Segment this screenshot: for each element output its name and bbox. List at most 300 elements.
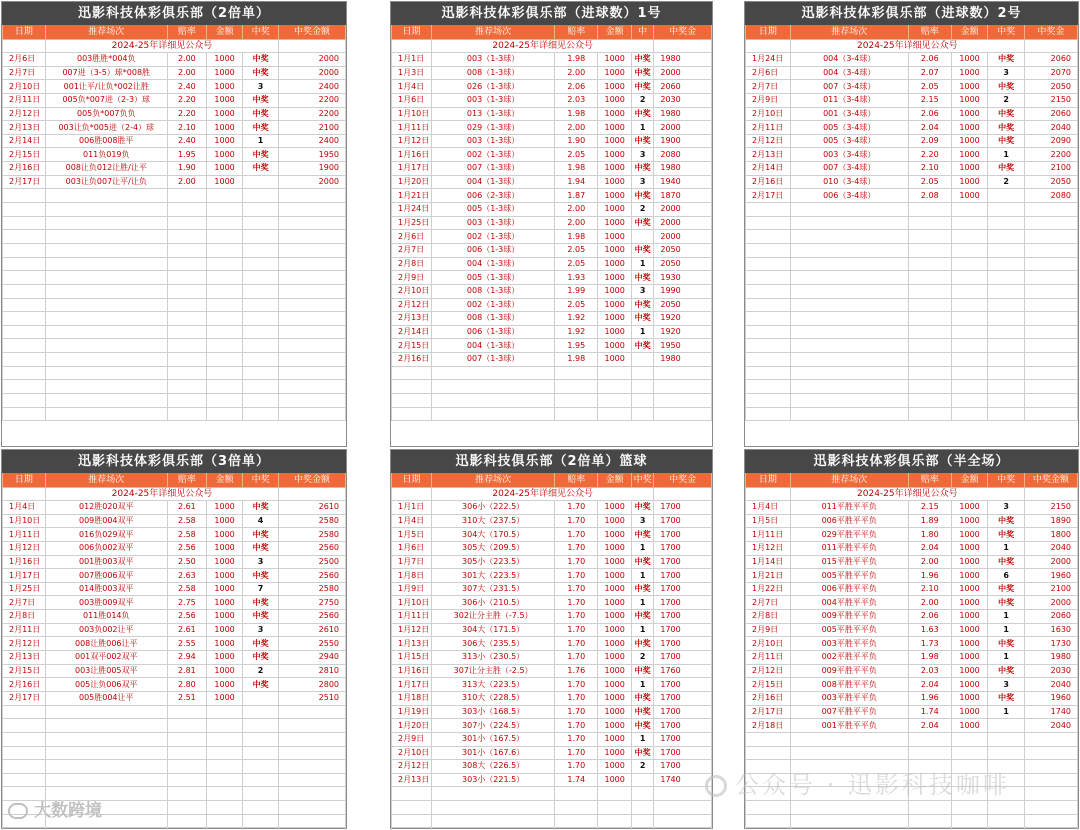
date-cell: 2月6日	[3, 53, 46, 67]
odds-cell: 1.70	[555, 746, 598, 760]
payout-cell: 1980	[654, 107, 712, 121]
empty-cell	[279, 189, 346, 203]
odds-cell: 1.70	[555, 637, 598, 651]
empty-cell	[790, 339, 908, 353]
odds-cell: 2.07	[908, 66, 951, 80]
stake-cell: 1000	[951, 719, 988, 733]
empty-cell	[392, 787, 432, 801]
date-cell: 1月5日	[392, 528, 432, 542]
stake-cell: 1000	[207, 148, 243, 162]
odds-cell: 2.05	[908, 80, 951, 94]
odds-cell: 2.58	[167, 528, 206, 542]
empty-cell	[167, 298, 206, 312]
payout-cell: 2060	[1024, 610, 1077, 624]
empty-cell	[279, 719, 346, 733]
payout-cell: 2080	[654, 148, 712, 162]
odds-cell: 2.50	[167, 555, 206, 569]
result-cell: 中奖	[243, 596, 279, 610]
result-cell: 中奖	[631, 746, 653, 760]
column-header-row	[3, 25, 346, 40]
table-row	[746, 610, 1078, 624]
stake-cell: 1000	[951, 53, 988, 67]
pick-cell: 009平胜平平负	[790, 664, 908, 678]
date-cell: 1月16日	[392, 148, 432, 162]
empty-cell	[631, 407, 653, 421]
pick-cell: 004平胜平平负	[790, 596, 908, 610]
stake-cell: 1000	[207, 162, 243, 176]
payout-cell: 1630	[1024, 623, 1077, 637]
table-row	[3, 175, 346, 189]
date-cell: 1月9日	[392, 582, 432, 596]
result-cell: 中奖	[631, 162, 653, 176]
stake-cell: 1000	[207, 555, 243, 569]
table-row	[392, 637, 712, 651]
column-header: 中奖	[243, 473, 279, 488]
table-row	[3, 637, 346, 651]
pick-cell: 011（3-4球）	[790, 93, 908, 107]
pick-cell: 011平胜平平负	[790, 501, 908, 515]
date-cell: 2月10日	[3, 80, 46, 94]
column-header: 推荐场次	[790, 25, 908, 40]
payout-cell: 2610	[279, 501, 346, 515]
pick-cell: 005（1-3球）	[432, 271, 555, 285]
date-cell: 1月19日	[392, 705, 432, 719]
stake-cell: 1000	[207, 691, 243, 705]
date-cell: 1月17日	[3, 569, 46, 583]
date-cell: 2月9日	[746, 623, 791, 637]
result-cell: 中奖	[631, 53, 653, 67]
table-row	[746, 719, 1078, 733]
stake-cell: 1000	[207, 664, 243, 678]
empty-cell	[243, 189, 279, 203]
table-row	[746, 66, 1078, 80]
empty-cell	[243, 325, 279, 339]
date-cell: 1月12日	[746, 541, 791, 555]
empty-cell	[988, 243, 1025, 257]
empty-cell	[988, 284, 1025, 298]
empty-cell	[243, 814, 279, 828]
column-header: 赔率	[908, 25, 951, 40]
empty-cell	[951, 271, 988, 285]
empty-cell	[951, 366, 988, 380]
odds-cell: 2.15	[908, 501, 951, 515]
empty-cell	[243, 216, 279, 230]
empty-cell	[45, 732, 167, 746]
date-cell: 1月11日	[392, 610, 432, 624]
panel-title-row	[3, 451, 346, 473]
empty-cell	[3, 312, 46, 326]
payout-cell: 2000	[654, 230, 712, 244]
date-cell: 2月14日	[392, 325, 432, 339]
date-cell: 2月16日	[746, 175, 791, 189]
pick-cell: 304大（171.5）	[432, 623, 555, 637]
result-cell: 1	[988, 541, 1025, 555]
date-cell: 1月24日	[392, 203, 432, 217]
empty-cell	[243, 257, 279, 271]
odds-cell: 1.89	[908, 514, 951, 528]
date-cell: 2月7日	[3, 66, 46, 80]
stake-cell: 1000	[951, 623, 988, 637]
stake-cell: 1000	[207, 610, 243, 624]
column-header-row	[392, 473, 712, 488]
date-cell: 2月7日	[746, 80, 791, 94]
stake-cell: 1000	[207, 569, 243, 583]
table-row	[3, 773, 346, 787]
result-table	[745, 2, 1078, 421]
table-row	[746, 162, 1078, 176]
date-cell: 2月18日	[746, 719, 791, 733]
stake-cell: 1000	[598, 312, 632, 326]
empty-cell	[167, 189, 206, 203]
result-cell: 中奖	[243, 121, 279, 135]
pick-cell: 303小（221.5）	[432, 773, 555, 787]
stake-cell: 1000	[951, 555, 988, 569]
pick-cell: 306小（210.5）	[432, 596, 555, 610]
table-row	[3, 339, 346, 353]
odds-cell: 1.95	[167, 148, 206, 162]
table-row	[3, 407, 346, 421]
date-cell: 2月10日	[746, 637, 791, 651]
notice-pad-right	[654, 488, 712, 501]
payout-cell: 2400	[279, 134, 346, 148]
empty-cell	[243, 719, 279, 733]
odds-cell: 1.70	[555, 582, 598, 596]
result-cell: 中奖	[631, 719, 653, 733]
empty-cell	[279, 746, 346, 760]
stake-cell: 1000	[598, 66, 632, 80]
column-header-row	[3, 473, 346, 488]
odds-cell: 2.05	[555, 298, 598, 312]
stake-cell: 1000	[598, 243, 632, 257]
table-row	[746, 732, 1078, 746]
table-row	[3, 121, 346, 135]
column-header: 赔率	[555, 25, 598, 40]
table-row	[392, 691, 712, 705]
odds-cell: 2.05	[555, 148, 598, 162]
empty-cell	[279, 380, 346, 394]
table-row	[392, 148, 712, 162]
result-cell: 中奖	[988, 107, 1025, 121]
stake-cell: 1000	[951, 121, 988, 135]
odds-cell: 1.98	[555, 162, 598, 176]
odds-cell: 1.70	[555, 569, 598, 583]
stake-cell: 1000	[951, 134, 988, 148]
table-row	[392, 230, 712, 244]
date-cell: 1月12日	[392, 134, 432, 148]
odds-cell: 1.70	[555, 623, 598, 637]
payout-cell: 1700	[654, 555, 712, 569]
pick-cell: 005平胜平平负	[790, 623, 908, 637]
odds-cell: 2.05	[555, 243, 598, 257]
empty-cell	[243, 760, 279, 774]
table-row	[392, 366, 712, 380]
date-cell: 1月15日	[392, 651, 432, 665]
table-row	[392, 801, 712, 815]
pick-cell: 001平胜平平负	[790, 719, 908, 733]
table-row	[3, 53, 346, 67]
stake-cell: 1000	[207, 93, 243, 107]
table-row	[392, 93, 712, 107]
table-row	[3, 691, 346, 705]
empty-cell	[167, 787, 206, 801]
odds-cell: 1.96	[908, 691, 951, 705]
payout-cell: 1900	[279, 162, 346, 176]
pick-cell: 014胜003双平	[45, 582, 167, 596]
empty-cell	[243, 787, 279, 801]
empty-cell	[3, 407, 46, 421]
empty-cell	[598, 366, 632, 380]
empty-cell	[3, 353, 46, 367]
payout-cell: 2610	[279, 623, 346, 637]
result-cell: 2	[631, 760, 653, 774]
odds-cell: 1.92	[555, 312, 598, 326]
empty-cell	[279, 271, 346, 285]
odds-cell: 1.70	[555, 514, 598, 528]
date-cell: 2月9日	[392, 732, 432, 746]
stake-cell: 1000	[598, 705, 632, 719]
empty-cell	[1024, 773, 1077, 787]
payout-cell: 2050	[1024, 80, 1077, 94]
empty-cell	[746, 380, 791, 394]
odds-cell: 2.15	[908, 93, 951, 107]
odds-cell: 1.93	[555, 271, 598, 285]
payout-cell: 1800	[1024, 528, 1077, 542]
date-cell: 2月8日	[746, 610, 791, 624]
odds-cell: 1.70	[555, 691, 598, 705]
table-row	[3, 366, 346, 380]
column-header: 推荐场次	[432, 473, 555, 488]
result-cell	[243, 175, 279, 189]
payout-cell: 1960	[1024, 569, 1077, 583]
odds-cell: 2.05	[908, 175, 951, 189]
date-cell: 2月12日	[392, 760, 432, 774]
date-cell: 1月21日	[392, 189, 432, 203]
column-header: 中	[631, 25, 653, 40]
result-cell	[243, 691, 279, 705]
pick-cell: 003让负*005进（2-4）球	[45, 121, 167, 135]
empty-cell	[45, 339, 167, 353]
stake-cell: 1000	[598, 339, 632, 353]
result-cell: 1	[988, 651, 1025, 665]
table-row	[3, 312, 346, 326]
panel-title: 迅影科技体彩俱乐部（进球数）2号	[746, 3, 1078, 25]
table-row	[746, 637, 1078, 651]
empty-cell	[45, 746, 167, 760]
empty-cell	[951, 312, 988, 326]
odds-cell: 1.70	[555, 719, 598, 733]
odds-cell: 2.10	[167, 121, 206, 135]
result-cell: 2	[631, 93, 653, 107]
odds-cell: 1.70	[555, 760, 598, 774]
empty-cell	[432, 801, 555, 815]
table-row	[3, 664, 346, 678]
column-header: 金额	[951, 473, 988, 488]
column-header: 中奖	[243, 25, 279, 40]
payout-cell: 2800	[279, 678, 346, 692]
empty-cell	[988, 366, 1025, 380]
empty-cell	[3, 719, 46, 733]
odds-cell: 1.90	[555, 134, 598, 148]
payout-cell: 1950	[279, 148, 346, 162]
result-cell	[631, 230, 653, 244]
empty-cell	[279, 760, 346, 774]
result-cell: 2	[988, 93, 1025, 107]
payout-cell: 2580	[279, 528, 346, 542]
table-row	[746, 230, 1078, 244]
empty-cell	[243, 801, 279, 815]
pick-cell: 007进（3-5）球*008胜	[45, 66, 167, 80]
pick-cell: 003平胜平平负	[790, 637, 908, 651]
date-cell: 2月10日	[746, 107, 791, 121]
result-cell: 中奖	[988, 121, 1025, 135]
table-row	[746, 814, 1078, 828]
empty-cell	[243, 230, 279, 244]
payout-cell: 2050	[654, 243, 712, 257]
empty-cell	[951, 407, 988, 421]
result-cell: 中奖	[631, 216, 653, 230]
result-cell: 2	[243, 664, 279, 678]
table-row	[3, 148, 346, 162]
pick-cell: 007（3-4球）	[790, 162, 908, 176]
table-row	[746, 366, 1078, 380]
pick-cell: 301小（167.5）	[432, 732, 555, 746]
pick-cell: 005负*007负负	[45, 107, 167, 121]
stake-cell: 1000	[598, 189, 632, 203]
payout-cell: 1700	[654, 637, 712, 651]
empty-cell	[3, 760, 46, 774]
stake-cell: 1000	[951, 93, 988, 107]
result-cell	[631, 773, 653, 787]
table-row	[746, 134, 1078, 148]
date-cell: 2月17日	[746, 705, 791, 719]
date-cell: 2月15日	[392, 339, 432, 353]
odds-cell: 1.74	[555, 773, 598, 787]
column-header: 日期	[3, 25, 46, 40]
empty-cell	[279, 814, 346, 828]
pick-cell: 002平胜平平负	[790, 651, 908, 665]
empty-cell	[207, 773, 243, 787]
pick-cell: 007（3-4球）	[790, 80, 908, 94]
logo	[8, 796, 102, 821]
watermark-text: 公众号 · 迅影科技咖啡	[735, 771, 1010, 799]
payout-cell: 2200	[279, 107, 346, 121]
stake-cell: 1000	[598, 610, 632, 624]
empty-cell	[988, 230, 1025, 244]
payout-cell: 1990	[654, 284, 712, 298]
table-row	[3, 732, 346, 746]
odds-cell: 1.73	[908, 637, 951, 651]
empty-cell	[790, 298, 908, 312]
odds-cell: 1.63	[908, 623, 951, 637]
empty-cell	[790, 230, 908, 244]
pick-cell: 302让分主胜（-7.5）	[432, 610, 555, 624]
empty-cell	[207, 394, 243, 408]
empty-cell	[279, 801, 346, 815]
empty-cell	[167, 271, 206, 285]
column-header: 日期	[746, 25, 791, 40]
stake-cell: 1000	[598, 596, 632, 610]
odds-cell: 1.70	[555, 651, 598, 665]
stake-cell: 1000	[951, 528, 988, 542]
stake-cell: 1000	[598, 719, 632, 733]
stake-cell: 1000	[598, 175, 632, 189]
payout-cell: 2000	[279, 175, 346, 189]
result-cell: 中奖	[631, 134, 653, 148]
odds-cell: 2.20	[167, 93, 206, 107]
notice-text: 2024-25年详细见公众号	[790, 488, 1024, 501]
table-row	[3, 760, 346, 774]
payout-cell: 2000	[1024, 596, 1077, 610]
result-cell: 中奖	[243, 528, 279, 542]
payout-cell: 2560	[279, 541, 346, 555]
table-row	[392, 298, 712, 312]
pick-cell: 008（1-3球）	[432, 284, 555, 298]
payout-cell: 1960	[1024, 691, 1077, 705]
empty-cell	[3, 257, 46, 271]
empty-cell	[3, 298, 46, 312]
date-cell: 2月16日	[746, 691, 791, 705]
notice-pad-right	[654, 40, 712, 53]
stake-cell: 1000	[951, 501, 988, 515]
empty-cell	[243, 380, 279, 394]
empty-cell	[167, 216, 206, 230]
empty-cell	[988, 801, 1025, 815]
empty-cell	[988, 298, 1025, 312]
empty-cell	[167, 760, 206, 774]
table-row	[392, 394, 712, 408]
empty-cell	[3, 732, 46, 746]
empty-cell	[1024, 216, 1077, 230]
empty-cell	[167, 394, 206, 408]
column-header: 中奖金额	[1024, 473, 1077, 488]
empty-cell	[279, 257, 346, 271]
result-cell: 中奖	[988, 691, 1025, 705]
date-cell: 1月11日	[746, 528, 791, 542]
empty-cell	[790, 312, 908, 326]
odds-cell: 1.99	[555, 284, 598, 298]
table-row	[392, 705, 712, 719]
pick-cell: 011平胜平平负	[790, 541, 908, 555]
result-cell: 3	[631, 175, 653, 189]
pick-cell: 003（1-3球）	[432, 53, 555, 67]
table-row	[746, 596, 1078, 610]
empty-cell	[555, 787, 598, 801]
empty-cell	[746, 257, 791, 271]
date-cell: 1月4日	[392, 514, 432, 528]
payout-cell: 2200	[1024, 148, 1077, 162]
payout-cell: 2070	[1024, 66, 1077, 80]
date-cell: 1月20日	[392, 719, 432, 733]
empty-cell	[207, 271, 243, 285]
stake-cell: 1000	[951, 514, 988, 528]
payout-cell: 1980	[654, 353, 712, 367]
empty-cell	[908, 312, 951, 326]
pick-cell: 003（1-3球）	[432, 216, 555, 230]
logo-text: 大数跨境	[34, 801, 102, 821]
empty-cell	[654, 380, 712, 394]
table-row	[3, 705, 346, 719]
empty-cell	[279, 325, 346, 339]
odds-cell: 1.70	[555, 732, 598, 746]
empty-cell	[167, 814, 206, 828]
panel-2x-single	[1, 1, 347, 447]
pick-cell: 005平胜平平负	[790, 569, 908, 583]
result-cell: 1	[631, 257, 653, 271]
odds-cell: 2.00	[167, 53, 206, 67]
empty-cell	[746, 353, 791, 367]
empty-cell	[908, 366, 951, 380]
empty-cell	[555, 394, 598, 408]
